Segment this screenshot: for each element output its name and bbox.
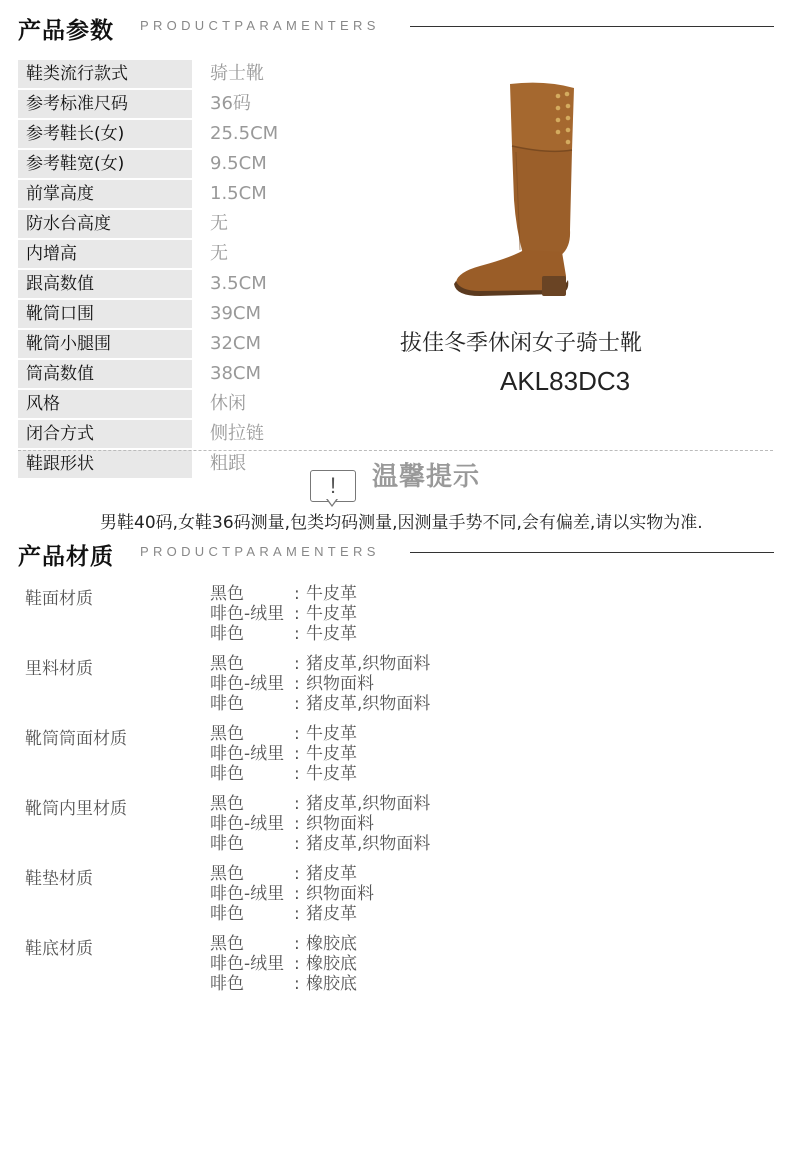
material-line: 啡色-绒里 : 织物面料 (210, 814, 374, 834)
param-label: 筒高数值 (18, 360, 192, 388)
material-group (0, 584, 790, 654)
material-line: 啡色 : 牛皮革 (210, 624, 357, 644)
param-label: 内增高 (18, 240, 192, 268)
material-line: 啡色-绒里 : 牛皮革 (210, 744, 357, 764)
materials-header (0, 532, 790, 572)
material-label: 里料材质 (25, 659, 93, 679)
material-line: 黑色 : 猪皮革 (210, 864, 357, 884)
product-code: AKL83DC3 (500, 366, 631, 396)
material-line: 啡色 : 橡胶底 (210, 974, 357, 994)
params-title: 产品参数 (18, 18, 114, 44)
param-label: 靴筒口围 (18, 300, 192, 328)
param-value: 无 (210, 243, 228, 264)
material-label: 鞋面材质 (25, 589, 93, 609)
param-label: 闭合方式 (18, 420, 192, 448)
material-line: 黑色 : 猪皮革,织物面料 (210, 794, 431, 814)
param-label: 跟高数值 (18, 270, 192, 298)
param-value: 1.5CM (210, 183, 267, 204)
param-label: 风格 (18, 390, 192, 418)
material-label: 鞋垫材质 (25, 869, 93, 889)
material-line: 啡色-绒里 : 橡胶底 (210, 954, 357, 974)
param-label: 防水台高度 (18, 210, 192, 238)
param-value: 休闲 (210, 393, 246, 414)
param-label: 参考鞋宽(女) (18, 150, 192, 178)
param-label: 鞋跟形状 (18, 450, 192, 478)
param-value: 3.5CM (210, 273, 267, 294)
param-label: 靴筒小腿围 (18, 330, 192, 358)
material-line: 啡色 : 牛皮革 (210, 764, 357, 784)
material-line: 黑色 : 猪皮革,织物面料 (210, 654, 431, 674)
tip-title: 温馨提示 (372, 462, 481, 492)
material-line: 啡色 : 猪皮革 (210, 904, 357, 924)
param-value: 32CM (210, 333, 262, 354)
param-value: 9.5CM (210, 153, 267, 174)
material-line: 黑色 : 牛皮革 (210, 584, 357, 604)
material-label: 靴筒筒面材质 (25, 729, 127, 749)
material-line: 啡色-绒里 : 牛皮革 (210, 604, 357, 624)
header-divider (410, 26, 774, 27)
materials-title: 产品材质 (18, 544, 114, 570)
tip-bubble-tail-fill (327, 498, 337, 505)
knee-high-boot-image (450, 80, 590, 305)
param-value: 无 (210, 213, 228, 234)
material-group (0, 934, 790, 1004)
material-line: 啡色 : 猪皮革,织物面料 (210, 694, 431, 714)
material-group (0, 864, 790, 934)
param-value: 骑士靴 (210, 63, 264, 84)
material-line: 黑色 : 橡胶底 (210, 934, 357, 954)
param-label: 参考标准尺码 (18, 90, 192, 118)
materials-subtitle: PRODUCTPARAMENTERS (140, 544, 380, 559)
param-value: 粗跟 (210, 453, 246, 474)
param-value: 36码 (210, 93, 251, 114)
material-label: 靴筒内里材质 (25, 799, 127, 819)
material-line: 啡色-绒里 : 织物面料 (210, 674, 374, 694)
header-divider (410, 552, 774, 553)
param-value: 39CM (210, 303, 262, 324)
material-line: 啡色 : 猪皮革,织物面料 (210, 834, 431, 854)
param-value: 38CM (210, 363, 262, 384)
tip-text: 男鞋40码,女鞋36码测量,包类均码测量,因测量手势不同,会有偏差,请以实物为准. (100, 513, 703, 533)
dashed-divider (18, 450, 773, 451)
param-label: 前掌高度 (18, 180, 192, 208)
params-subtitle: PRODUCTPARAMENTERS (140, 18, 380, 33)
material-group (0, 794, 790, 864)
material-group (0, 654, 790, 724)
exclamation-mark: ! (329, 473, 337, 498)
material-line: 啡色-绒里 : 织物面料 (210, 884, 374, 904)
param-label: 参考鞋长(女) (18, 120, 192, 148)
param-value: 侧拉链 (210, 423, 264, 444)
param-value: 25.5CM (210, 123, 279, 144)
product-name: 拔佳冬季休闲女子骑士靴 (400, 331, 643, 356)
material-group (0, 724, 790, 794)
param-label: 鞋类流行款式 (18, 60, 192, 88)
params-header (0, 6, 790, 46)
materials-list (0, 584, 790, 1004)
material-label: 鞋底材质 (25, 939, 93, 959)
material-line: 黑色 : 牛皮革 (210, 724, 357, 744)
